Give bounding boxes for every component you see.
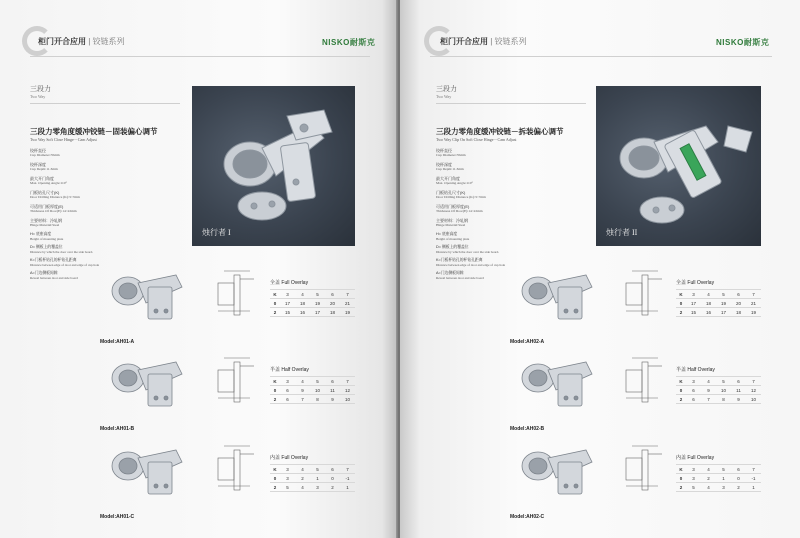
overlay-table: 内盖 Full Overlay K 3 4 5 6 7 0 3 2 1 0 -1 2 5 4 3 2 1	[270, 454, 355, 492]
product-photo	[596, 86, 761, 246]
section-title: 三段力	[30, 85, 51, 93]
product-title: 三段力零角度缓冲铰链－固装偏心调节	[30, 127, 158, 136]
legend-item: K=门板杯钻孔的杯钻孔距离 Distance between edge of door and edge of cup hole	[30, 258, 100, 267]
overlay-table-title: 内盖 Full Overlay	[676, 455, 715, 461]
product-subtitle: Two Way Soft Close Hinge－Cam Adjust	[30, 137, 97, 142]
section-divider	[30, 103, 180, 104]
header-divider	[30, 56, 370, 57]
dimension-drawing	[618, 265, 668, 325]
spec-item: 可适用门板厚度(E) Thickness Of Door(E):14~22mm	[30, 204, 77, 213]
photo-caption: 烛行者 I	[202, 228, 231, 237]
model-block	[100, 440, 370, 520]
legend-item: H= 底座高度 Height of mounting plate	[436, 232, 470, 241]
legend-item: H= 底座高度 Height of mounting plate	[30, 232, 64, 241]
spec-item: 门板钻孔尺寸(K) Door Drilling Distance (K):3~7mm	[436, 190, 486, 199]
model-block	[510, 352, 780, 432]
spec-list	[436, 148, 586, 232]
legend-item: A=门边侧板间隙 Reveal between door and side board	[30, 271, 78, 280]
hinge-photo-illustration	[596, 86, 761, 246]
dimension-drawing	[618, 352, 668, 412]
model-label: Model:AH02-C	[510, 514, 545, 520]
spec-item: 主要材料：冷轧钢 Hinge Material:Steel	[436, 218, 468, 227]
dimension-drawing	[618, 440, 668, 500]
legend-item: D= 侧板上的覆盖位 Distance by which the door over the side board.	[30, 245, 94, 254]
overlay-table: 全盖 Full Overlay K 3 4 5 6 7 0 17 18 19 20 21 2 15 16 17 18 19	[270, 279, 355, 317]
overlay-table-title: 全盖 Full Overlay	[676, 280, 715, 286]
hinge-image	[106, 265, 186, 327]
model-label: Model:AH01-B	[100, 426, 135, 432]
overlay-table: 半盖 Half Overlay K 3 4 5 6 7 0 6 9 10 11 12 2 6 7 8 9 10	[270, 366, 355, 404]
legend-item: K=门板杯钻孔的杯钻孔距离 Distance between edge of door and edge of cup hole	[436, 258, 506, 267]
spec-item: 铰杯深度 Cup Depth:11.3mm	[436, 162, 464, 171]
model-block	[100, 265, 370, 345]
hinge-image	[516, 352, 596, 414]
overlay-table-title: 全盖 Full Overlay	[270, 280, 309, 286]
section-divider	[436, 103, 586, 104]
brand-logo: NISKO耐斯克	[322, 38, 376, 47]
header-title: 柜门开合应用 | 铰链系列	[38, 37, 125, 46]
spec-item: 最大开门角度 Max. Opening Angle:110°	[436, 176, 473, 185]
model-block	[100, 352, 370, 432]
overlay-table: 半盖 Half Overlay K 3 4 5 6 7 0 6 9 10 11 12 2 6 7 8 9 10	[676, 366, 761, 404]
hinge-image	[106, 352, 186, 414]
dimension-drawing	[210, 352, 260, 412]
overlay-table: 全盖 Full Overlay K 3 4 5 6 7 0 17 18 19 20 21 2 15 16 17 18 19	[676, 279, 761, 317]
spec-item: 铰杯直径 Cup Diameter:35mm	[30, 148, 60, 157]
spec-list	[30, 148, 180, 232]
product-subtitle: Two Way Clip On Soft Close Hinge－Cam Adjust	[436, 137, 517, 142]
overlay-table-title: 内盖 Full Overlay	[270, 455, 309, 461]
model-block	[510, 265, 780, 345]
overlay-table-title: 半盖 Half Overlay	[676, 367, 715, 373]
spec-item: 铰杯直径 Cup Diameter:35mm	[436, 148, 466, 157]
model-label: Model:AH02-B	[510, 426, 545, 432]
dimension-drawing	[210, 265, 260, 325]
product-title: 三段力零角度缓冲铰链－拆装偏心调节	[436, 127, 564, 136]
hinge-image	[516, 265, 596, 327]
photo-caption: 烛行者 II	[606, 228, 638, 237]
overlay-table: 内盖 Full Overlay K 3 4 5 6 7 0 3 2 1 0 -1 2 5 4 3 2 1	[676, 454, 761, 492]
overlay-table-title: 半盖 Half Overlay	[270, 367, 309, 373]
section-title: 三段力	[436, 85, 457, 93]
spec-item: 可适用门板厚度(E) Thickness Of Door(E):14~22mm	[436, 204, 483, 213]
spec-item: 最大开门角度 Max. Opening Angle:110°	[30, 176, 67, 185]
spec-item: 铰杯深度 Cup Depth:11.3mm	[30, 162, 58, 171]
model-block	[510, 440, 780, 520]
brand-logo: NISKO耐斯克	[716, 38, 770, 47]
spec-item: 主要材料：冷轧钢 Hinge Material:Steel	[30, 218, 62, 227]
hinge-photo-illustration	[192, 86, 355, 246]
hinge-image	[106, 440, 186, 502]
header-title: 柜门开合应用 | 铰链系列	[440, 37, 527, 46]
section-subtitle: Two Way	[436, 94, 452, 99]
model-label: Model:AH02-A	[510, 339, 545, 345]
left-page	[0, 0, 398, 538]
hinge-image	[516, 440, 596, 502]
section-subtitle: Two Way	[30, 94, 46, 99]
legend-item: A=门边侧板间隙 Reveal between door and side board	[436, 271, 484, 280]
header-divider	[430, 56, 772, 57]
legend-item: D= 侧板上的覆盖位 Distance by which the door over the side board.	[436, 245, 500, 254]
right-page	[400, 0, 800, 538]
model-label: Model:AH01-A	[100, 339, 135, 345]
product-photo	[192, 86, 355, 246]
spec-item: 门板钻孔尺寸(K) Door Drilling Distance (K):3~7mm	[30, 190, 80, 199]
model-label: Model:AH01-C	[100, 514, 135, 520]
dimension-drawing	[210, 440, 260, 500]
